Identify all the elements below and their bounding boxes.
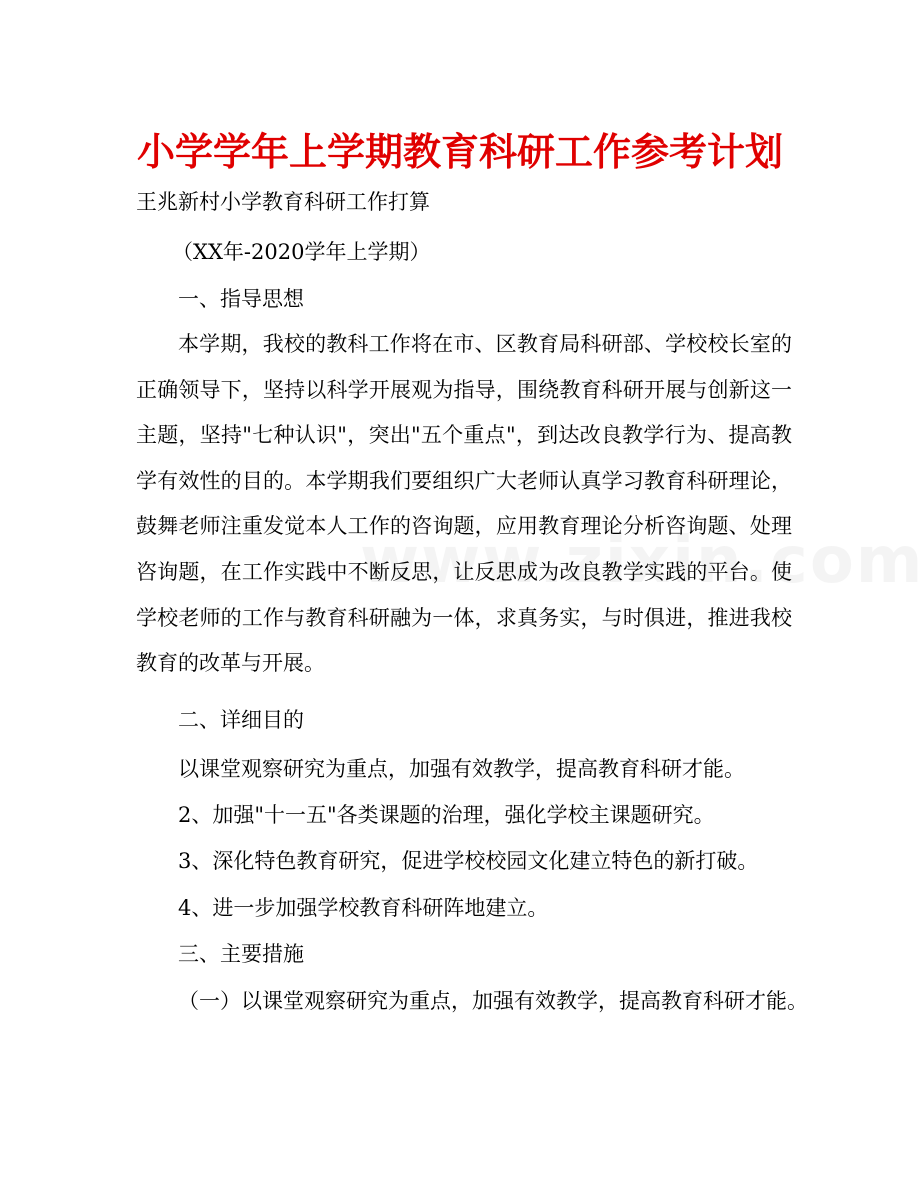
document-title: 小学学年上学期教育科研工作参考计划	[136, 130, 783, 174]
term-line: （XX年-2020学年上学期）	[172, 240, 431, 264]
section-heading-guiding-thought: 一、指导思想	[178, 287, 304, 311]
section-heading-detailed-goals: 二、详细目的	[178, 708, 304, 732]
goal-item-2: 2、加强"十一五"各类课题的治理，强化学校主课题研究。	[178, 803, 715, 827]
guiding-thought-paragraph: 本学期，我校的教科工作将在市、区教育局科研部、学校校长室的正确领导下，坚持以科学开展观为指导，围绕教育科研开展与创新这一主题，坚持"七种认识"，突出"五个重点"，到达改良教学行为、提高教学有效性的目的。本学期我们要组织广大老师认真学习教育科研理论，鼓舞老师注重发觉本人工作的咨询题，应用教育理论分析咨询题、处理咨询题，在工作实践中不断反思，让反思成为改良教学实践的平台。使学校老师的工作与教育科研融为一体，求真务实，与时俱进，推进我校教育的改革与开展。	[136, 332, 792, 676]
goal-item-3: 3、深化特色教育研究，促进学校校园文化建立特色的新打破。	[178, 849, 759, 873]
goal-item-4: 4、进一步加强学校教育科研阵地建立。	[178, 896, 549, 920]
goal-item-1: 以课堂观察研究为重点，加强有效教学，提高教育科研才能。	[178, 757, 745, 781]
measure-item-1: （一）以课堂观察研究为重点，加强有效教学，提高教育科研才能。	[178, 989, 808, 1013]
document-subtitle: 王兆新村小学教育科研工作打算	[136, 190, 430, 214]
section-heading-main-measures: 三、主要措施	[178, 942, 304, 966]
